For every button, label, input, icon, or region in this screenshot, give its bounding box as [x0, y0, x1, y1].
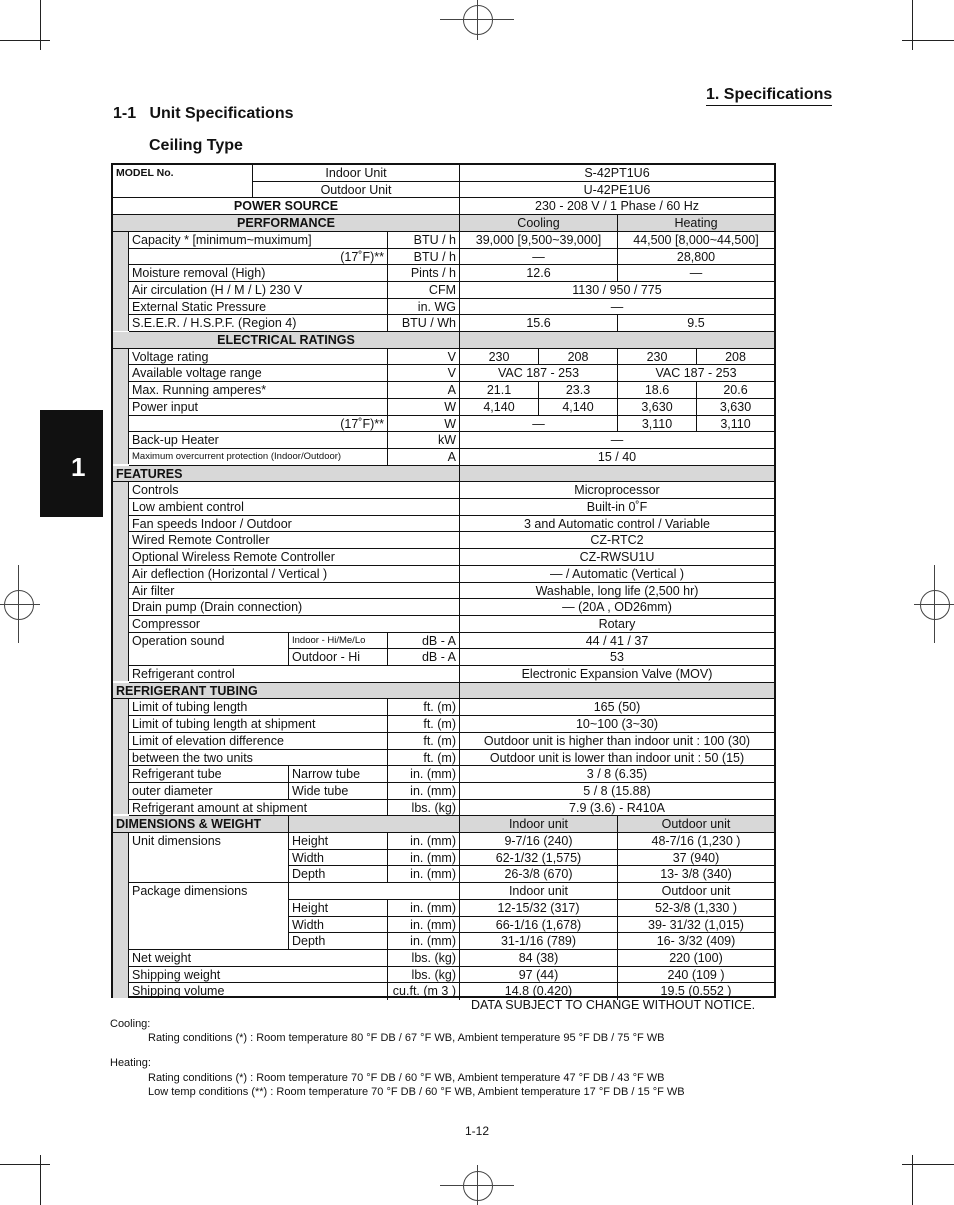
table-cell-mra-h208: 20.6 — [697, 382, 774, 399]
registration-mark — [0, 604, 40, 605]
table-cell-pd-d-in: 31-1/16 (789) — [460, 933, 618, 950]
table-cell-lowamb: Low ambient control — [129, 499, 460, 516]
notice: DATA SUBJECT TO CHANGE WITHOUT NOTICE. — [471, 998, 756, 1012]
cooling-rating: Rating conditions (*) : Room temperature 80 °F DB / 67 °F WB, Ambient temperature 95 °F DB / 75 °F WB — [148, 1032, 665, 1044]
table-cell-shipw-out: 240 (109 ) — [618, 967, 774, 983]
table-cell-lbskg: lbs. (kg) — [388, 950, 460, 967]
table-cell-wireless-val: CZ-RWSU1U — [460, 549, 774, 566]
cooling-head: Cooling: — [110, 1018, 151, 1030]
table-cell-btuh: BTU / h — [388, 232, 460, 249]
table-cell-model-no: MODEL No. — [113, 165, 253, 198]
table-cell-compressor: Compressor — [129, 616, 460, 633]
table-cell-lbskg: lbs. (kg) — [388, 800, 460, 816]
table-cell-capacity: Capacity * [minimum~muximum] — [129, 232, 388, 249]
table-cell-inmm: in. (mm) — [388, 766, 460, 783]
section-strip — [113, 698, 129, 814]
crop-mark — [0, 1164, 50, 1165]
table-cell-controls-val: Microprocessor — [460, 482, 774, 499]
crop-mark — [902, 1164, 954, 1165]
table-cell-filter-val: Washable, long life (2,500 hr) — [460, 583, 774, 599]
table-cell-esp: External Static Pressure — [129, 299, 388, 315]
table-cell — [289, 883, 460, 900]
table-cell-ud-h-out: 48-7/16 (1,230 ) — [618, 833, 774, 850]
table-cell-cap-heat: 44,500 [8,000~44,500] — [618, 232, 774, 249]
table-cell-ftm: ft. (m) — [388, 750, 460, 766]
table-cell-depth: Depth — [289, 866, 388, 883]
table-cell-moisture-val: 12.6 — [460, 265, 618, 282]
registration-mark — [463, 5, 493, 35]
table-cell-refctrl-val: Electronic Expansion Valve (MOV) — [460, 666, 774, 683]
table-cell-unitdims: Unit dimensions — [129, 833, 289, 883]
registration-mark — [4, 590, 34, 620]
table-cell-netw: Net weight — [129, 950, 388, 967]
table-cell-mocp-val: 15 / 40 — [460, 449, 774, 466]
table-cell-inmm: in. (mm) — [388, 866, 460, 883]
table-cell-features: FEATURES — [113, 466, 460, 482]
section-strip — [113, 348, 129, 464]
table-cell-outdoor-model: U-42PE1U6 — [460, 182, 774, 198]
section-strip — [113, 481, 129, 681]
table-cell-pi-c230: 4,140 — [460, 399, 539, 416]
table-cell-inmm: in. (mm) — [388, 833, 460, 850]
crop-mark — [902, 40, 954, 41]
table-cell-netw-in: 84 (38) — [460, 950, 618, 967]
registration-mark — [18, 565, 19, 643]
table-cell-ltls: Limit of tubing length at shipment — [129, 716, 388, 733]
table-cell-controls: Controls — [129, 482, 460, 499]
table-cell-depth: Depth — [289, 933, 388, 950]
table-cell-filter: Air filter — [129, 583, 460, 599]
table-cell-performance: PERFORMANCE — [113, 215, 460, 232]
table-cell-inmm: in. (mm) — [388, 917, 460, 933]
table-cell-pd-h-out: 52-3/8 (1,330 ) — [618, 900, 774, 917]
table-cell-ltls-val: 10~100 (3~30) — [460, 716, 774, 733]
table-cell-v230: 230 — [618, 349, 697, 365]
table-cell-cfm: CFM — [388, 282, 460, 299]
table-cell-shipv-in: 14.8 (0.420) — [460, 983, 618, 1000]
section-title: 1. Specifications — [706, 86, 832, 106]
table-cell-pi-h230: 3,630 — [618, 399, 697, 416]
table-cell-height: Height — [289, 833, 388, 850]
table-cell-dba: dB - A — [388, 633, 460, 649]
table-cell-cooling: Cooling — [460, 215, 618, 232]
table-cell — [460, 683, 774, 699]
spec-table — [111, 163, 776, 998]
page-number: 1-12 — [465, 1124, 490, 1138]
table-cell-airdef-val: — / Automatic (Vertical ) — [460, 566, 774, 583]
table-cell-v230: 230 — [460, 349, 539, 365]
table-cell-fan: Fan speeds Indoor / Outdoor — [129, 516, 460, 532]
table-cell — [460, 466, 774, 482]
crop-mark — [0, 40, 50, 41]
table-cell-pi-h208: 3,630 — [697, 399, 774, 416]
table-cell-pi17-h208: 3,110 — [697, 416, 774, 432]
table-cell-dash: — — [460, 432, 774, 449]
table-cell-inmm: in. (mm) — [388, 933, 460, 950]
table-cell-mra: Max. Running amperes* — [129, 382, 388, 399]
table-cell-seer: S.E.E.R. / H.S.P.F. (Region 4) — [129, 315, 388, 332]
table-cell-shipv: Shipping volume — [129, 983, 388, 1000]
table-cell-heating: Heating — [618, 215, 774, 232]
table-cell-outdoor-unit: Outdoor unit — [618, 883, 774, 900]
table-cell-power-source-value: 230 - 208 V / 1 Phase / 60 Hz — [460, 198, 774, 215]
table-cell-wireless: Optional Wireless Remote Controller — [129, 549, 460, 566]
table-cell-led1: Limit of elevation difference — [129, 733, 388, 750]
section-strip — [113, 831, 129, 998]
chapter-tab: 1 — [40, 410, 103, 517]
table-cell-mra-c208: 23.3 — [539, 382, 618, 399]
table-cell-ftm: ft. (m) — [388, 699, 460, 716]
table-cell-moisture: Moisture removal (High) — [129, 265, 388, 282]
table-cell-vac: VAC 187 - 253 — [460, 365, 618, 382]
table-cell-refctrl: Refrigerant control — [129, 666, 460, 683]
table-cell-hspf-val: 9.5 — [618, 315, 774, 332]
table-cell-indoor-unit: Indoor unit — [460, 816, 618, 833]
table-cell-wired: Wired Remote Controller — [129, 532, 460, 549]
table-cell-width: Width — [289, 850, 388, 866]
table-cell-dba: dB - A — [388, 649, 460, 666]
table-cell-seer-val: 15.6 — [460, 315, 618, 332]
table-cell-sound-out: 53 — [460, 649, 774, 666]
table-cell-vac: VAC 187 - 253 — [618, 365, 774, 382]
table-cell-ud-w-out: 37 (940) — [618, 850, 774, 866]
table-cell-a: A — [388, 449, 460, 466]
table-cell-indoor-unit: Indoor unit — [460, 883, 618, 900]
table-cell-narrow-val: 3 / 8 (6.35) — [460, 766, 774, 783]
table-cell-ltl: Limit of tubing length — [129, 699, 388, 716]
table-cell-compressor-val: Rotary — [460, 616, 774, 633]
table-cell-pd-w-out: 39- 31/32 (1,015) — [618, 917, 774, 933]
table-cell-v: V — [388, 365, 460, 382]
table-cell-mra-h230: 18.6 — [618, 382, 697, 399]
table-cell-lbskg: lbs. (kg) — [388, 967, 460, 983]
table-cell-mra-c230: 21.1 — [460, 382, 539, 399]
table-cell-pd-d-out: 16- 3/32 (409) — [618, 933, 774, 950]
table-cell-wired-val: CZ-RTC2 — [460, 532, 774, 549]
table-cell-aircirc: Air circulation (H / M / L) 230 V — [129, 282, 388, 299]
table-cell-ftm: ft. (m) — [388, 733, 460, 750]
registration-mark — [920, 590, 950, 620]
table-cell-electrical: ELECTRICAL RATINGS — [113, 332, 460, 349]
table-cell-f17: (17˚F)** — [129, 416, 388, 432]
table-cell-kw: kW — [388, 432, 460, 449]
table-cell-outdoor-unit: Outdoor unit — [618, 816, 774, 833]
table-cell-shipw-in: 97 (44) — [460, 967, 618, 983]
table-cell-dash: — — [460, 299, 774, 315]
table-cell-reftube: Refrigerant tube — [129, 766, 289, 783]
table-cell-ftm: ft. (m) — [388, 716, 460, 733]
table-cell-v208: 208 — [697, 349, 774, 365]
table-cell-dims: DIMENSIONS & WEIGHT — [113, 816, 289, 833]
table-cell-netw-out: 220 (100) — [618, 950, 774, 967]
crop-mark — [912, 0, 913, 50]
table-cell-ud-d-in: 26-3/8 (670) — [460, 866, 618, 883]
table-cell-led2-val: Outdoor unit is lower than indoor unit : 50 (15) — [460, 750, 774, 766]
table-cell — [460, 332, 774, 349]
table-cell-pd-w-in: 66-1/16 (1,678) — [460, 917, 618, 933]
table-cell-cap-cool: 39,000 [9,500~39,000] — [460, 232, 618, 249]
table-cell — [289, 816, 460, 833]
table-cell-wide-val: 5 / 8 (15.88) — [460, 783, 774, 800]
table-cell-mocp: Maximum overcurrent protection (Indoor/Outdoor) — [129, 449, 388, 466]
table-cell-outdoor-unit-label: Outdoor Unit — [253, 182, 460, 198]
table-cell-width: Width — [289, 917, 388, 933]
heating-low: Low temp conditions (**) : Room temperature 70 °F DB / 60 °F WB, Ambient temperature 17 °F DB / 15 °F WB — [148, 1086, 685, 1098]
table-cell-indoor-model: S-42PT1U6 — [460, 165, 774, 182]
crop-mark — [912, 1155, 913, 1205]
table-cell-ud-w-in: 62-1/32 (1,575) — [460, 850, 618, 866]
table-cell-inmm: in. (mm) — [388, 783, 460, 800]
table-cell-btuwh: BTU / Wh — [388, 315, 460, 332]
table-cell-drain-val: — (20A , OD26mm) — [460, 599, 774, 616]
table-cell-pi17-h230: 3,110 — [618, 416, 697, 432]
table-cell-lowamb-val: Built-in 0˚F — [460, 499, 774, 516]
crop-mark — [40, 1155, 41, 1205]
table-cell-led1-val: Outdoor unit is higher than indoor unit : 100 (30) — [460, 733, 774, 750]
sub-title: 1-1 Unit Specifications — [113, 105, 294, 122]
table-cell-airdef: Air deflection (Horizontal / Vertical ) — [129, 566, 460, 583]
table-cell-w: W — [388, 416, 460, 432]
table-cell-pkgdims: Package dimensions — [129, 883, 289, 950]
table-cell-btuh: BTU / h — [388, 249, 460, 265]
table-cell-cap17-heat: 28,800 — [618, 249, 774, 265]
section-strip — [113, 231, 129, 331]
table-cell-ud-d-out: 13- 3/8 (340) — [618, 866, 774, 883]
table-cell-indoor-unit-label: Indoor Unit — [253, 165, 460, 182]
table-cell-outdoor-hi: Outdoor - Hi — [289, 649, 388, 666]
table-cell-opsound: Operation sound — [129, 633, 289, 666]
table-cell-shipv-out: 19.5 (0.552 ) — [660, 984, 732, 998]
table-cell-pi-c208: 4,140 — [539, 399, 618, 416]
table-cell-narrow: Narrow tube — [289, 766, 388, 783]
table-cell-inwg: in. WG — [388, 299, 460, 315]
table-cell-avr: Available voltage range — [129, 365, 388, 382]
table-cell-pd-h-in: 12-15/32 (317) — [460, 900, 618, 917]
registration-mark — [934, 565, 935, 643]
table-cell-refamt: Refrigerant amount at shipment — [129, 800, 388, 816]
sub-sub-title: Ceiling Type — [149, 137, 243, 154]
table-cell-power-source-label: POWER SOURCE — [113, 198, 460, 215]
table-cell-tubing: REFRIGERANT TUBING — [113, 683, 460, 699]
heating-head: Heating: — [110, 1057, 151, 1069]
table-cell-inmm: in. (mm) — [388, 900, 460, 917]
table-cell-pints: Pints / h — [388, 265, 460, 282]
table-cell-v: V — [388, 349, 460, 365]
table-cell-dash: — — [618, 265, 774, 282]
heating-rating: Rating conditions (*) : Room temperature 70 °F DB / 60 °F WB, Ambient temperature 47 °F DB / 43 °F WB — [148, 1072, 665, 1084]
table-cell-drain: Drain pump (Drain connection) — [129, 599, 460, 616]
table-cell-aircirc-val: 1130 / 950 / 775 — [460, 282, 774, 299]
table-cell-power-input: Power input — [129, 399, 388, 416]
table-cell-outerdia: outer diameter — [129, 783, 289, 800]
table-cell-cuft: cu.ft. (m 3 ) — [388, 983, 460, 1000]
table-cell-fan-val: 3 and Automatic control / Variable — [460, 516, 774, 532]
table-cell-inmm: in. (mm) — [388, 850, 460, 866]
table-cell-ltl-val: 165 (50) — [460, 699, 774, 716]
table-cell-led2: between the two units — [129, 750, 388, 766]
registration-mark — [477, 1165, 478, 1205]
table-cell-f17: (17˚F)** — [129, 249, 388, 265]
table-cell-shipw: Shipping weight — [129, 967, 388, 983]
table-cell-w: W — [388, 399, 460, 416]
table-cell-indoor-hml: Indoor - Hi/Me/Lo — [289, 633, 388, 649]
crop-mark — [40, 0, 41, 50]
registration-mark — [463, 1171, 493, 1201]
table-cell-a: A — [388, 382, 460, 399]
table-cell-height: Height — [289, 900, 388, 917]
table-cell-voltage-rating: Voltage rating — [129, 349, 388, 365]
table-cell-refamt-val: 7.9 (3.6) - R410A — [460, 800, 774, 816]
registration-mark — [477, 0, 478, 40]
table-cell-backup: Back-up Heater — [129, 432, 388, 449]
table-cell-dash: — — [460, 249, 618, 265]
table-cell-ud-h-in: 9-7/16 (240) — [460, 833, 618, 850]
table-cell-dash: — — [460, 416, 618, 432]
table-cell-v208: 208 — [539, 349, 618, 365]
table-cell-wide: Wide tube — [289, 783, 388, 800]
table-cell-sound-in: 44 / 41 / 37 — [460, 633, 774, 649]
